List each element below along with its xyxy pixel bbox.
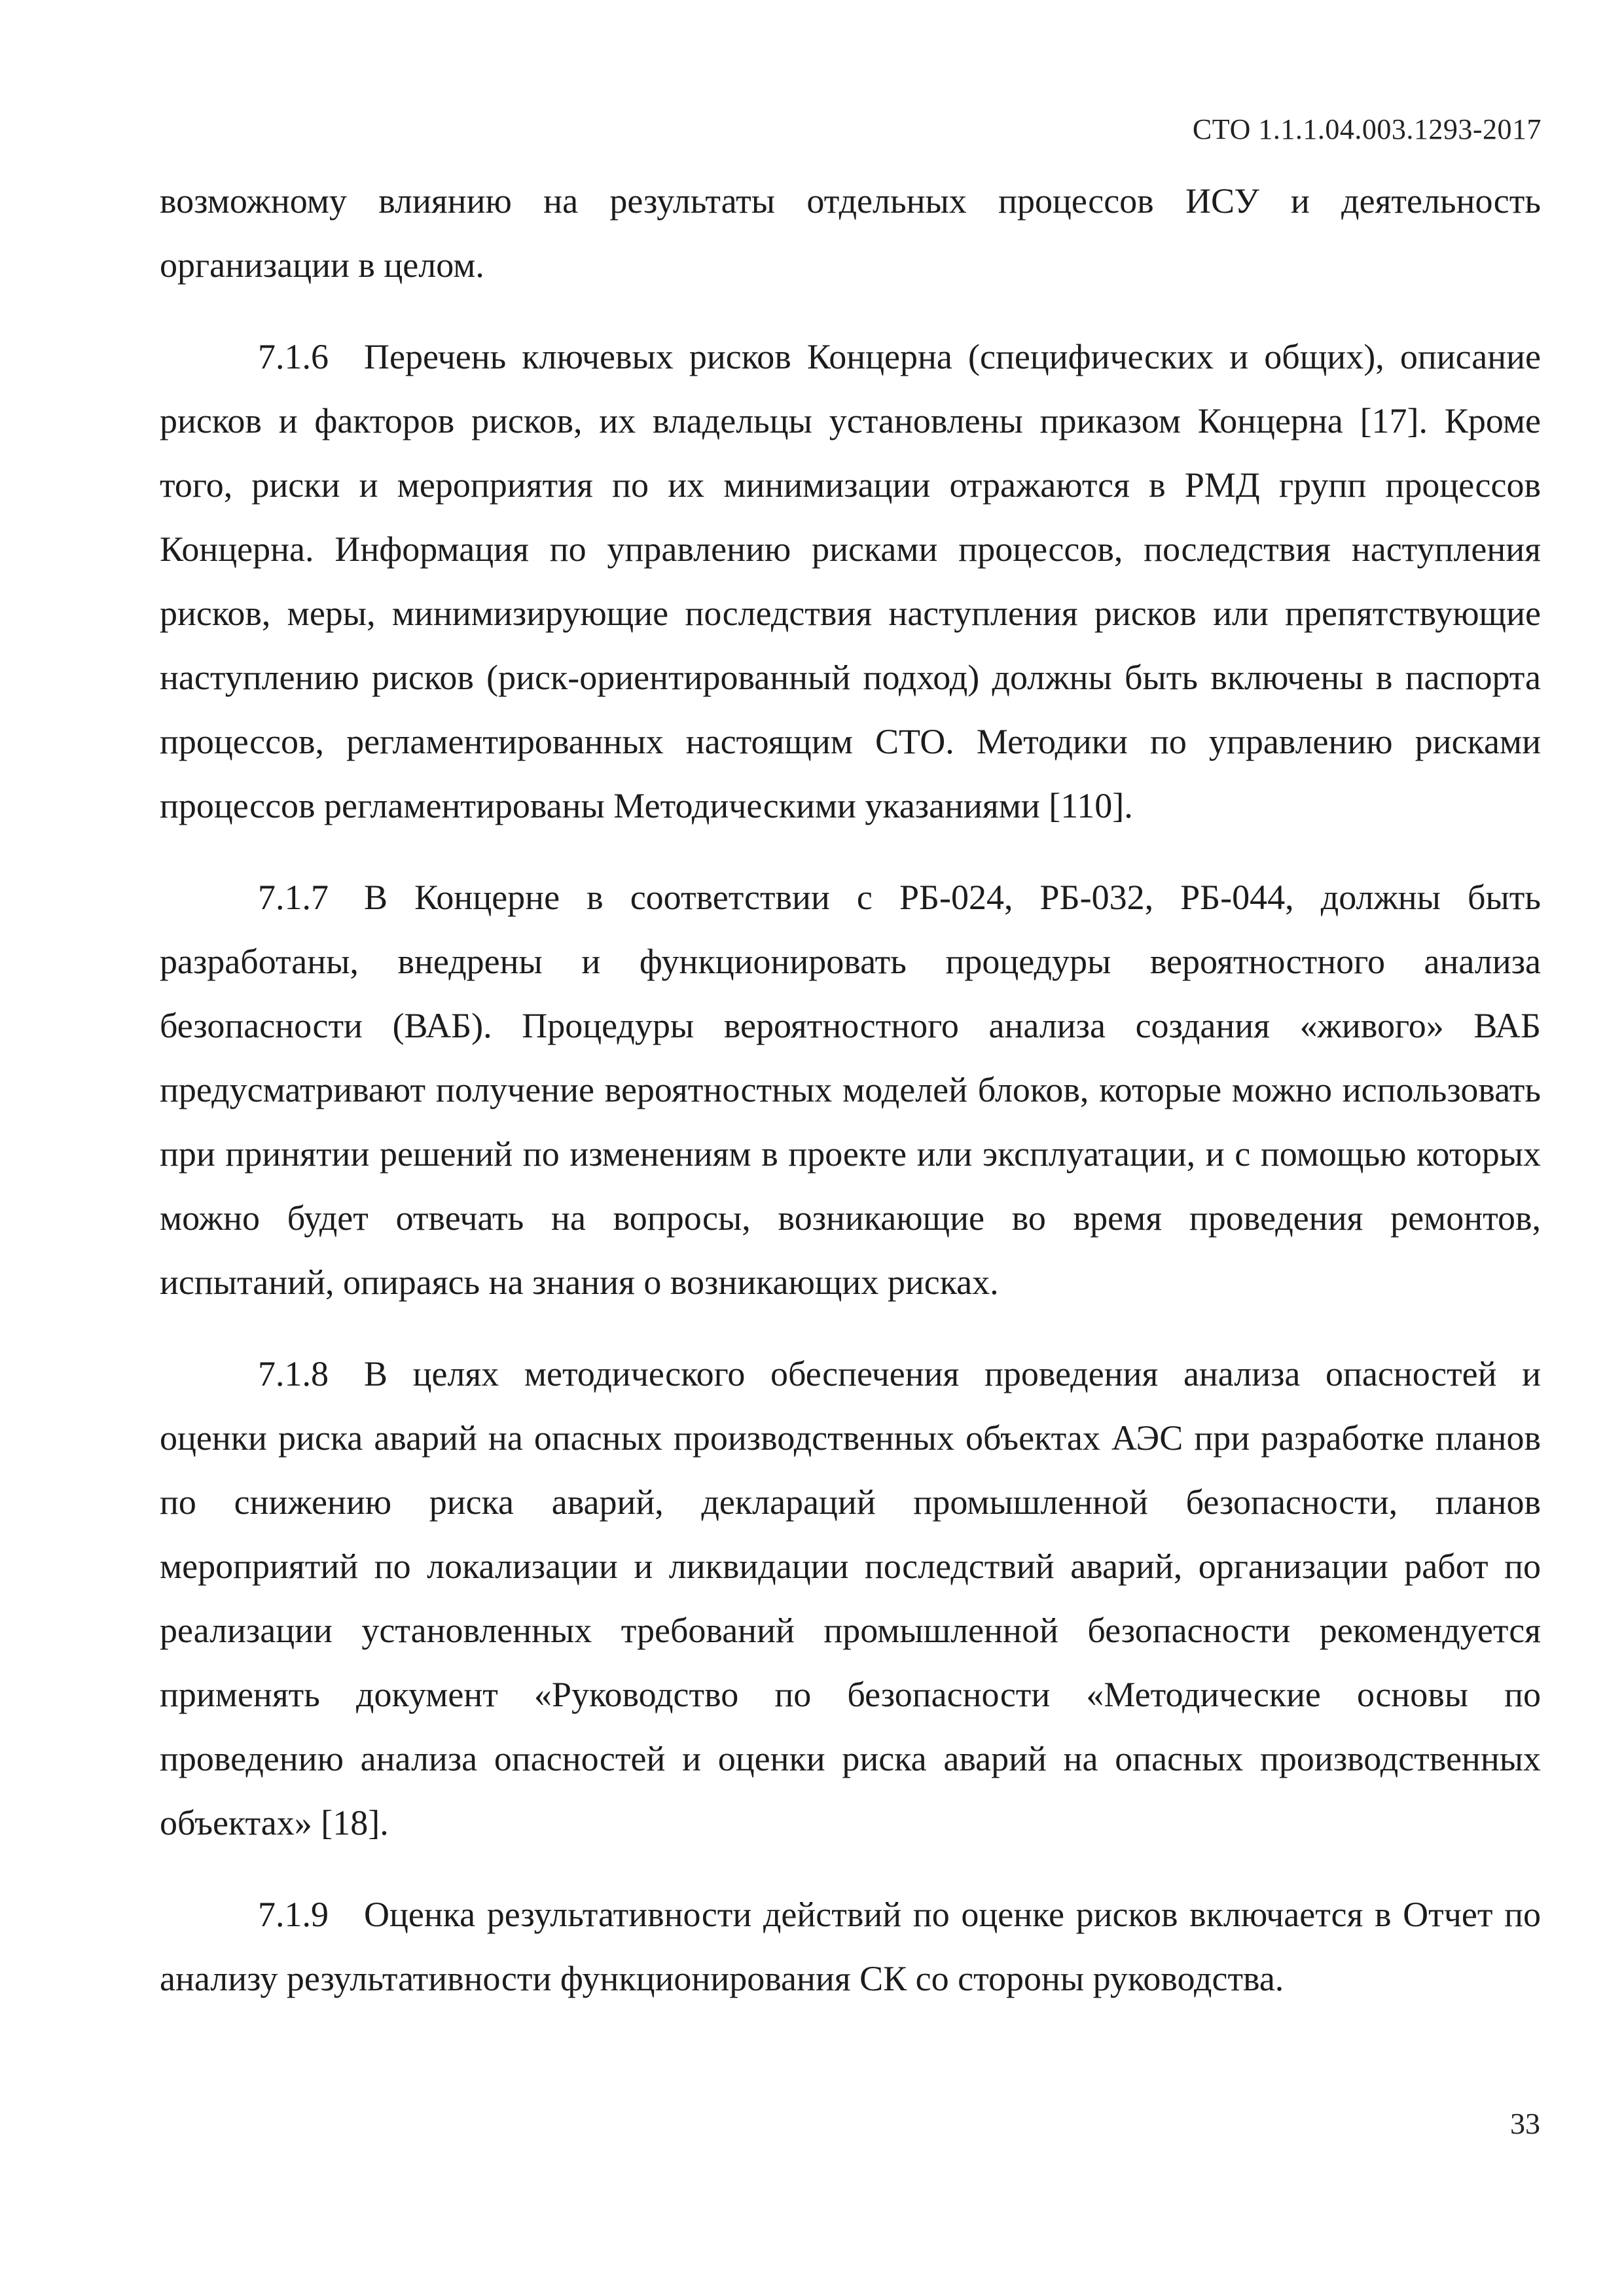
paragraph-text: возможному влиянию на результаты отдельных процессов ИСУ и деятельность организации в целом. bbox=[160, 181, 1541, 285]
paragraph-7-1-6 bbox=[160, 325, 1541, 838]
paragraph-7-1-7 bbox=[160, 865, 1541, 1314]
paragraph-text: Перечень ключевых рисков Концерна (специфических и общих), описание рисков и факторов рисков, их владельцы установлены приказом Концерна [17]. Кроме того, риски и мероприятия по их минимизации отражаются в РМД групп процессов Концерна. Информация по управлению рисками процессов, последствия наступления рисков, меры, минимизирующие последствия наступления рисков или препятствующие наступлению рисков (риск-ориентированный подход) должны быть включены в паспорта процессов, регламентированных настоящим СТО. Методики по управлению рисками процессов регламентированы Методическими указаниями [110]. bbox=[160, 337, 1541, 825]
clause-number: 7.1.6 bbox=[258, 337, 329, 376]
paragraph-text: В целях методического обеспечения проведения анализа опасностей и оценки риска аварий на опасных производственных объектах АЭС при разработке планов по снижению риска аварий, деклараций промышленной безопасности, планов мероприятий по локализации и ликвидации последствий аварий, организации работ по реализации установленных требований промышленной безопасности рекомендуется применять документ «Руководство по безопасности «Методические основы по проведению анализа опасностей и оценки риска аварий на опасных производственных объектах» [18]. bbox=[160, 1354, 1541, 1842]
paragraph-text: Оценка результативности действий по оценке рисков включается в Отчет по анализу результативности функционирования СК со стороны руководства. bbox=[160, 1895, 1541, 1998]
clause-number: 7.1.8 bbox=[258, 1354, 329, 1393]
paragraph-text: В Концерне в соответствии с РБ-024, РБ-032, РБ-044, должны быть разработаны, внедрены и функционировать процедуры вероятностного анализа безопасности (ВАБ). Процедуры вероятностного анализа создания «живого» ВАБ предусматривают получение вероятностных моделей блоков, которые можно использовать при принятии решений по изменениям в проекте или эксплуатации, и с помощью которых можно будет отвечать на вопросы, возникающие во время проведения ремонтов, испытаний, опираясь на знания о возникающих рисках. bbox=[160, 878, 1541, 1302]
document-body bbox=[160, 169, 1541, 2011]
clause-number: 7.1.9 bbox=[258, 1895, 329, 1934]
page-number: 33 bbox=[1510, 2107, 1540, 2140]
clause-number: 7.1.7 bbox=[258, 878, 329, 917]
paragraph-continuation bbox=[160, 169, 1541, 297]
paragraph-7-1-9 bbox=[160, 1882, 1541, 2011]
document-code-header: СТО 1.1.1.04.003.1293-2017 bbox=[1192, 113, 1542, 145]
paragraph-7-1-8 bbox=[160, 1342, 1541, 1855]
